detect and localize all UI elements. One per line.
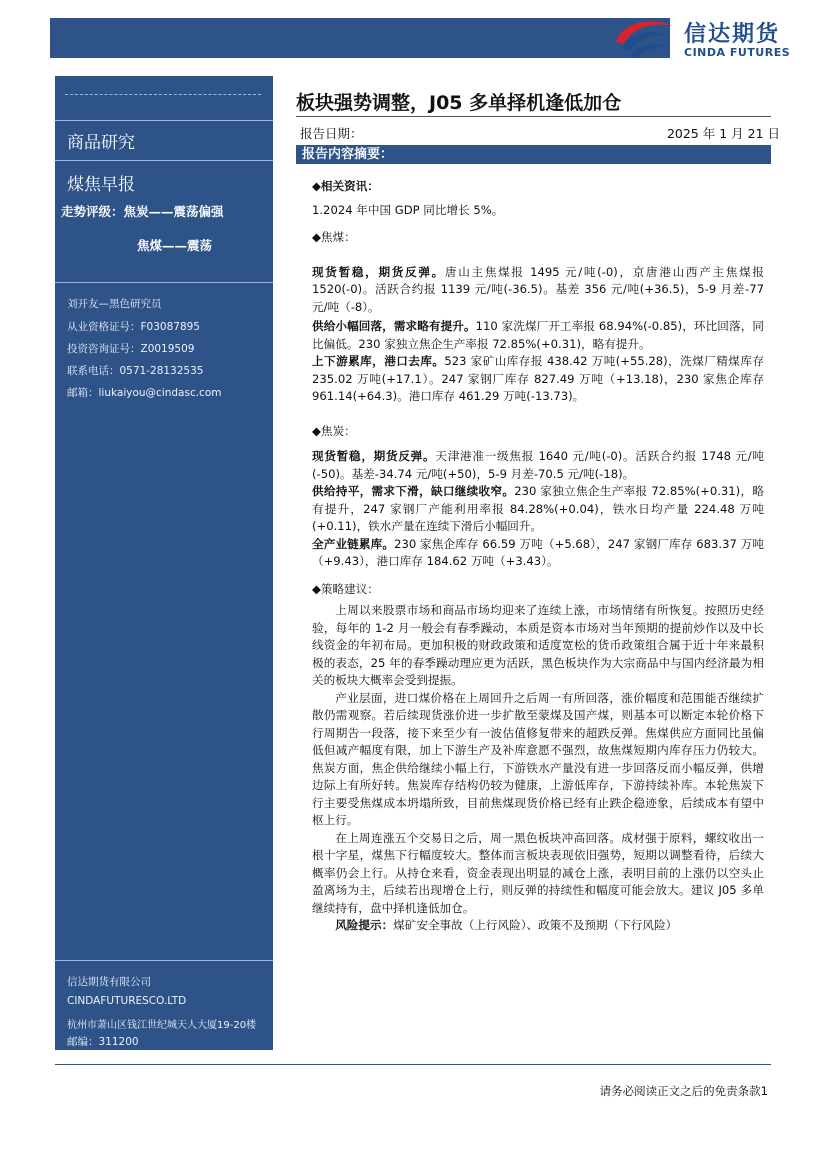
coking-coal-para-1: [312, 264, 764, 317]
sidebar-dashed-divider: [65, 94, 261, 95]
company-address: 杭州市萧山区钱江世纪城天人大厦19-20楼: [67, 1020, 257, 1031]
report-type: 煤焦早报: [67, 175, 135, 195]
qualification-number: 从业资格证号：F03087895: [67, 321, 200, 333]
company-name: 信达期货有限公司: [67, 976, 151, 988]
coking-coal-para-3: [312, 353, 764, 406]
coke-para-2: [312, 483, 764, 536]
strategy-para-2: 产业层面，进口煤价格在上周回升之后周一有所回落，涨价幅度和范围能否继续扩散仍需观察。若后续现货涨价进一步扩散至蒙煤及国产煤，则基本可以断定本轮价格下行周期告一段落，接下来至少有一波估值修复带来的超跌反弹。焦煤供应方面同比虽偏低但减产幅度有限，加上下游生产及补库意愿不强烈，故焦煤短期内库存压力仍较大。焦炭方面，焦企供给继续小幅上行，下游铁水产量没有进一步回落反而小幅反弹，供增边际上有所好转。焦炭库存结构仍较为健康，上游低库存，下游持续补库。本轮焦炭下行主要受焦煤成本坍塌所致，目前焦煤现货价格已经有止跌企稳迹象，后续成本有望中枢上行。: [312, 690, 764, 827]
para-text: 唐山主焦煤报 1495 元/吨(-0)，京唐港山西产主焦煤报 1520(-0)。活跃合约报 1139 元/吨(-36.5)。基差 356 元/吨(+36.5)，5-9 月差-77 元/吨（-8）。: [312, 264, 764, 314]
report-date-label: 报告日期：: [300, 126, 363, 141]
rating-coking-coal: 焦煤——震荡: [137, 238, 213, 253]
sidebar-divider: [55, 282, 273, 283]
footer-divider: [55, 1064, 771, 1065]
para-lead: 上下游累库，港口去库。: [312, 354, 445, 368]
contact-phone: 联系电话：0571-28132535: [67, 365, 204, 377]
news-heading: ◆相关资讯：: [312, 179, 379, 193]
coke-heading: ◆焦炭：: [312, 423, 356, 438]
strategy-para-3: 在上周连涨五个交易日之后，周一黑色板块冲高回落。成材强于原料，螺纹收出一根十字星，煤焦下行幅度较大。整体而言板块表现依旧强势，短期以调整看待，后续大概率仍会上行。从持仓来看，资金表现出明显的减仓上涨，表明目前的上涨仍以空头止盈离场为主，后续若出现增仓上行，则反弹的持续性和幅度可能会放大。建议 J05 多单继续持有，盘中择机逢低加仓。: [312, 830, 764, 915]
para-text: 110 家洗煤厂开工率报 68.94%(-0.85)，环比回落，同比偏低。230 家独立焦企生产率报 72.85%(+0.31)，略有提升。: [312, 319, 764, 351]
sidebar: [55, 76, 273, 1050]
disclaimer-note: 请务必阅读正文之后的免责条款1: [599, 1084, 768, 1098]
news-item: 1.2024 年中国 GDP 同比增长 5%。: [312, 202, 504, 217]
risk-warning: [312, 917, 764, 935]
coking-coal-heading: ◆焦煤：: [312, 230, 356, 244]
report-body: [312, 172, 764, 935]
para-lead: 现货暂稳，期货反弹。: [312, 449, 436, 463]
consult-number: 投资咨询证号：Z0019509: [67, 343, 195, 355]
para-lead: 供给小幅回落，需求略有提升。: [312, 319, 476, 333]
strategy-para-1: 上周以来股票市场和商品市场均迎来了连续上涨，市场情绪有所恢复。按照历史经验，每年的 1-2 月一般会有春季躁动，本质是资本市场对当年预期的提前炒作以及中长线资金的年初布局。更加积极的财政政策和适度宽松的货币政策组合属于近十年来最积极的表态，25 年的春季躁动理应更为活跃，黑色板块作为大宗商品中与国内经济最为相关的板块大概率会受到提振。: [312, 603, 764, 687]
rating-coke: 焦炭——震荡偏强: [123, 204, 224, 219]
coke-para-3: [312, 536, 764, 571]
company-postcode: 邮编：311200: [67, 1036, 139, 1048]
company-website: CINDAFUTURESCO.LTD: [67, 995, 187, 1007]
sidebar-divider: [55, 160, 273, 161]
cinda-logo-icon: [612, 16, 676, 60]
para-text: 230 家独立焦企生产率报 72.85%(+0.31)，略有提升，247 家钢厂产能利用率报 84.28%(+0.04)，铁水日均产量 224.48 万吨(+0.11)，铁水产量在连续下滑后小幅回升。: [312, 484, 764, 533]
logo-chinese-name: 信达期货: [684, 22, 781, 47]
top-banner: [50, 18, 670, 58]
report-category: 商品研究: [67, 133, 135, 153]
sidebar-divider: [55, 120, 273, 121]
coking-coal-para-2: [312, 318, 764, 353]
para-lead: 现货暂稳，期货反弹。: [312, 264, 445, 279]
risk-text: 煤矿安全事故（上行风险）、政策不及预期（下行风险）: [393, 918, 678, 932]
para-text: 230 家焦企库存 66.59 万吨（+5.68），247 家钢厂库存 683.37 万吨（+9.43），港口库存 184.62 万吨（+3.43）。: [312, 536, 764, 568]
para-lead: 供给持平，需求下滑，缺口继续收窄。: [312, 484, 515, 498]
para-text: 523 家矿山库存报 438.42 万吨(+55.28)，洗煤厂精煤库存 235.02 万吨(+17.1）。247 家钢厂库存 827.49 万吨（+13.18)，230 家焦企库存 961.14(+64.3)。港口库存 461.29 万吨(-13.73)。: [312, 354, 764, 403]
summary-header: 报告内容摘要：: [296, 145, 771, 164]
analyst-name: 刘开友—黑色研究员: [67, 298, 162, 310]
para-lead: 全产业链累库。: [312, 536, 395, 551]
sidebar-divider: [55, 960, 273, 961]
trend-rating-label: 走势评级：: [61, 204, 124, 219]
para-text: 天津港准一级焦报 1640 元/吨(-0)。活跃合约报 1748 元/吨(-50)。基差-34.74 元/吨(+50)，5-9 月差-70.5 元/吨(-18)。: [312, 449, 764, 481]
report-title: 板块强势调整，J05 多单择机逢低加仓: [296, 92, 622, 114]
title-underline: [296, 116, 771, 117]
report-date-value: 2025 年 1 月 21 日: [666, 126, 780, 141]
coke-para-1: [312, 448, 764, 483]
company-logo: [612, 16, 802, 60]
logo-english-name: CINDA FUTURES: [684, 46, 791, 59]
strategy-heading: ◆策略建议：: [312, 581, 379, 596]
risk-label: 风险提示：: [335, 918, 394, 932]
trend-rating: [61, 202, 224, 220]
contact-email: 邮箱：liukaiyou@cindasc.com: [67, 387, 222, 399]
